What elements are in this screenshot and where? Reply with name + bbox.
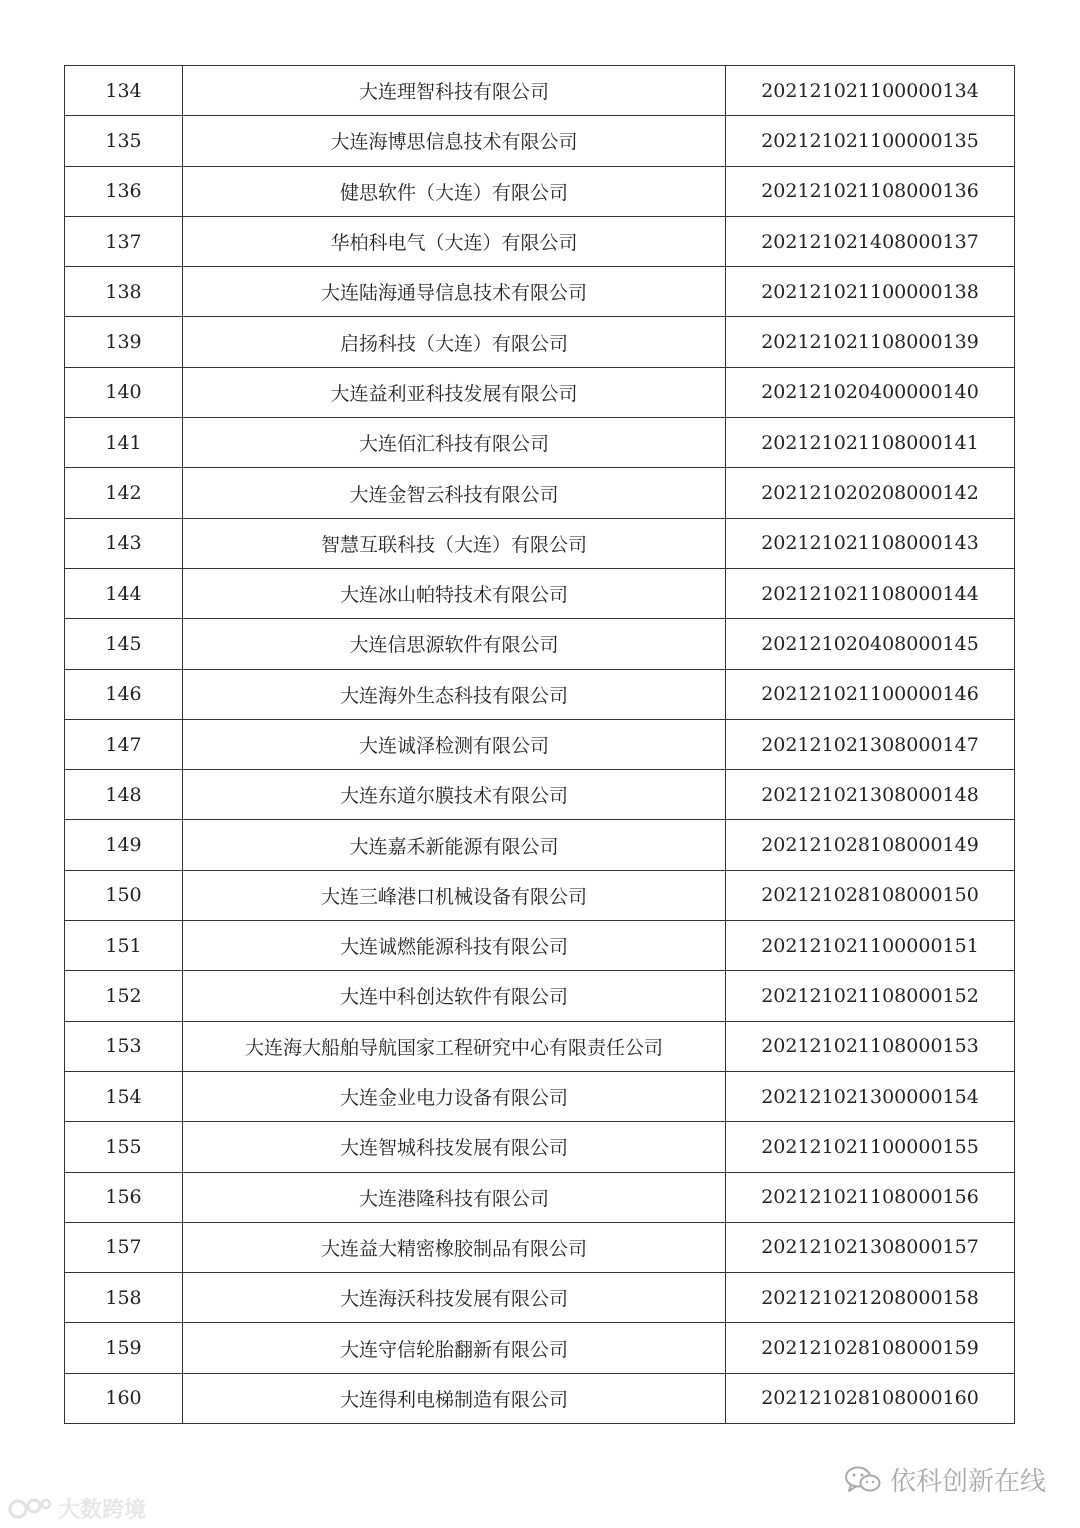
row-number-cell: 154 xyxy=(65,1071,183,1121)
table-row xyxy=(65,166,1015,216)
row-number-cell: 142 xyxy=(65,468,183,518)
watermark-left-text: 大数跨境 xyxy=(58,1498,147,1523)
row-number-cell: 144 xyxy=(65,568,183,618)
company-name-cell: 大连诚泽检测有限公司 xyxy=(183,719,726,769)
registration-code-cell: 202121021100000138 xyxy=(726,267,1015,317)
table-body xyxy=(65,66,1015,1424)
registration-code-cell: 202121021208000158 xyxy=(726,1273,1015,1323)
row-number-cell: 138 xyxy=(65,267,183,317)
company-name-cell: 大连冰山帕特技术有限公司 xyxy=(183,568,726,618)
company-name-cell: 大连港隆科技有限公司 xyxy=(183,1172,726,1222)
row-number-cell: 155 xyxy=(65,1122,183,1172)
table-row xyxy=(65,770,1015,820)
company-list-table xyxy=(64,65,1015,1424)
company-name-cell: 大连守信轮胎翻新有限公司 xyxy=(183,1323,726,1373)
registration-code-cell: 202121028108000159 xyxy=(726,1323,1015,1373)
registration-code-cell: 202121021308000157 xyxy=(726,1222,1015,1272)
table-row xyxy=(65,66,1015,116)
row-number-cell: 139 xyxy=(65,317,183,367)
row-number-cell: 158 xyxy=(65,1273,183,1323)
row-number-cell: 136 xyxy=(65,166,183,216)
company-name-cell: 健思软件（大连）有限公司 xyxy=(183,166,726,216)
company-name-cell: 大连嘉禾新能源有限公司 xyxy=(183,820,726,870)
table-row xyxy=(65,921,1015,971)
table-row xyxy=(65,820,1015,870)
wechat-icon xyxy=(844,1465,882,1495)
row-number-cell: 148 xyxy=(65,770,183,820)
row-number-cell: 147 xyxy=(65,719,183,769)
registration-code-cell: 202121020400000140 xyxy=(726,367,1015,417)
company-name-cell: 大连金智云科技有限公司 xyxy=(183,468,726,518)
row-number-cell: 149 xyxy=(65,820,183,870)
table-row xyxy=(65,1071,1015,1121)
table-row xyxy=(65,518,1015,568)
company-name-cell: 大连海外生态科技有限公司 xyxy=(183,669,726,719)
table-row xyxy=(65,116,1015,166)
registration-code-cell: 202121021100000135 xyxy=(726,116,1015,166)
registration-code-cell: 202121021308000147 xyxy=(726,719,1015,769)
registration-code-cell: 202121020408000145 xyxy=(726,619,1015,669)
table-row xyxy=(65,1021,1015,1071)
row-number-cell: 140 xyxy=(65,367,183,417)
row-number-cell: 153 xyxy=(65,1021,183,1071)
table-row xyxy=(65,1373,1015,1423)
table-row xyxy=(65,870,1015,920)
row-number-cell: 150 xyxy=(65,870,183,920)
row-number-cell: 135 xyxy=(65,116,183,166)
registration-code-cell: 202121028108000150 xyxy=(726,870,1015,920)
company-name-cell: 大连陆海通导信息技术有限公司 xyxy=(183,267,726,317)
company-name-cell: 大连东道尔膜技术有限公司 xyxy=(183,770,726,820)
watermark-left xyxy=(8,1493,146,1524)
row-number-cell: 156 xyxy=(65,1172,183,1222)
registration-code-cell: 202121021100000151 xyxy=(726,921,1015,971)
table-row xyxy=(65,568,1015,618)
company-name-cell: 大连海大船舶导航国家工程研究中心有限责任公司 xyxy=(183,1021,726,1071)
registration-code-cell: 202121021108000139 xyxy=(726,317,1015,367)
table-row xyxy=(65,971,1015,1021)
registration-code-cell: 202121021108000152 xyxy=(726,971,1015,1021)
registration-code-cell: 202121028108000160 xyxy=(726,1373,1015,1423)
company-name-cell: 大连金业电力设备有限公司 xyxy=(183,1071,726,1121)
table-row xyxy=(65,418,1015,468)
company-name-cell: 大连益大精密橡胶制品有限公司 xyxy=(183,1222,726,1272)
registration-code-cell: 202121021308000148 xyxy=(726,770,1015,820)
registration-code-cell: 202121021100000155 xyxy=(726,1122,1015,1172)
table-row xyxy=(65,1172,1015,1222)
registration-code-cell: 202121028108000149 xyxy=(726,820,1015,870)
row-number-cell: 145 xyxy=(65,619,183,669)
registration-code-cell: 202121021108000144 xyxy=(726,568,1015,618)
registration-code-cell: 202121021100000134 xyxy=(726,66,1015,116)
watermark-right-text: 依科创新在线 xyxy=(889,1467,1046,1497)
table-row xyxy=(65,1222,1015,1272)
company-name-cell: 大连信思源软件有限公司 xyxy=(183,619,726,669)
registration-code-cell: 202121021108000153 xyxy=(726,1021,1015,1071)
table-row xyxy=(65,367,1015,417)
row-number-cell: 137 xyxy=(65,216,183,266)
company-name-cell: 大连三峰港口机械设备有限公司 xyxy=(183,870,726,920)
company-name-cell: 启扬科技（大连）有限公司 xyxy=(183,317,726,367)
table-row xyxy=(65,669,1015,719)
company-name-cell: 大连得利电梯制造有限公司 xyxy=(183,1373,726,1423)
company-name-cell: 大连诚燃能源科技有限公司 xyxy=(183,921,726,971)
row-number-cell: 143 xyxy=(65,518,183,568)
registration-code-cell: 202121021100000146 xyxy=(726,669,1015,719)
registration-code-cell: 202121021108000143 xyxy=(726,518,1015,568)
row-number-cell: 146 xyxy=(65,669,183,719)
company-name-cell: 华柏科电气（大连）有限公司 xyxy=(183,216,726,266)
registration-code-cell: 202121021108000136 xyxy=(726,166,1015,216)
row-number-cell: 134 xyxy=(65,66,183,116)
company-name-cell: 大连海沃科技发展有限公司 xyxy=(183,1273,726,1323)
company-name-cell: 大连海博思信息技术有限公司 xyxy=(183,116,726,166)
company-name-cell: 大连益利亚科技发展有限公司 xyxy=(183,367,726,417)
company-name-cell: 大连中科创达软件有限公司 xyxy=(183,971,726,1021)
registration-code-cell: 202121021108000156 xyxy=(726,1172,1015,1222)
brand-logo-icon xyxy=(8,1496,52,1522)
registration-code-cell: 202121021108000141 xyxy=(726,418,1015,468)
row-number-cell: 157 xyxy=(65,1222,183,1272)
row-number-cell: 151 xyxy=(65,921,183,971)
table-row xyxy=(65,719,1015,769)
table-row xyxy=(65,317,1015,367)
company-name-cell: 大连理智科技有限公司 xyxy=(183,66,726,116)
table-row xyxy=(65,468,1015,518)
row-number-cell: 160 xyxy=(65,1373,183,1423)
table-row xyxy=(65,267,1015,317)
table-row xyxy=(65,1323,1015,1373)
row-number-cell: 141 xyxy=(65,418,183,468)
row-number-cell: 159 xyxy=(65,1323,183,1373)
registration-code-cell: 202121021408000137 xyxy=(726,216,1015,266)
table-row xyxy=(65,216,1015,266)
watermark-right xyxy=(844,1461,1046,1498)
company-name-cell: 大连佰汇科技有限公司 xyxy=(183,418,726,468)
registration-code-cell: 202121020208000142 xyxy=(726,468,1015,518)
registration-code-cell: 202121021300000154 xyxy=(726,1071,1015,1121)
table-row xyxy=(65,619,1015,669)
company-name-cell: 智慧互联科技（大连）有限公司 xyxy=(183,518,726,568)
table-row xyxy=(65,1122,1015,1172)
company-name-cell: 大连智城科技发展有限公司 xyxy=(183,1122,726,1172)
table-row xyxy=(65,1273,1015,1323)
row-number-cell: 152 xyxy=(65,971,183,1021)
